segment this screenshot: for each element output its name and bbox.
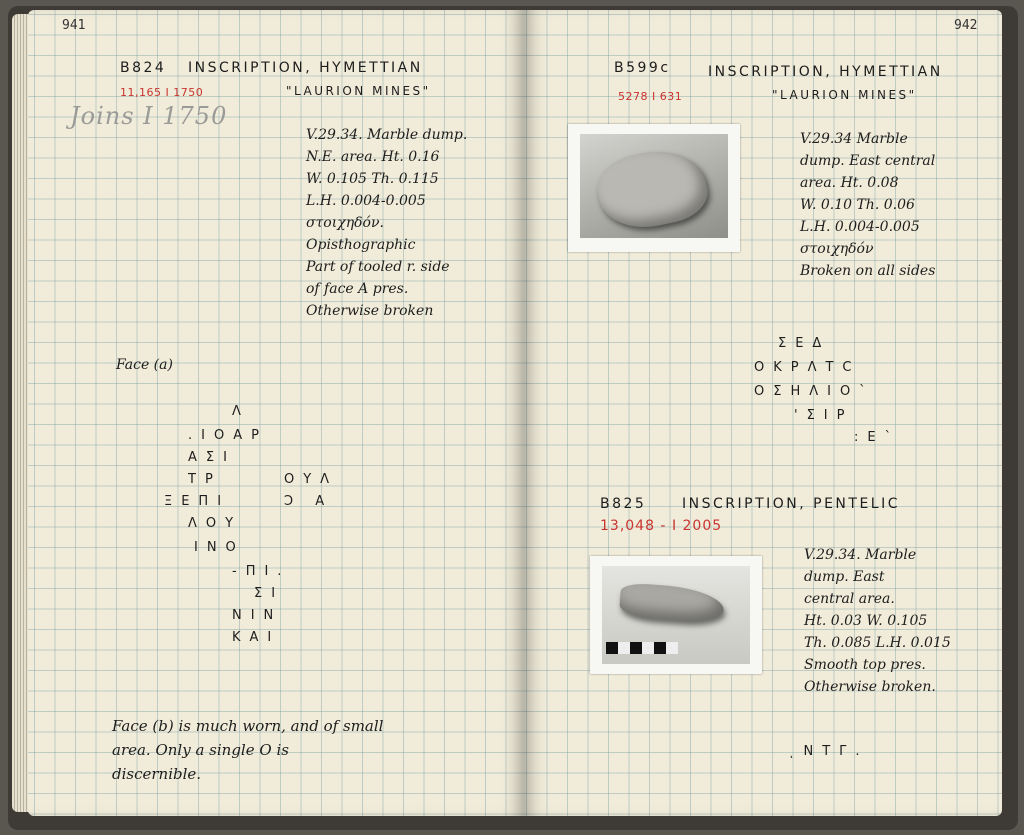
- page-number: 942: [954, 18, 978, 33]
- entry-id: B825: [600, 496, 647, 512]
- description-line: N.E. area. Ht. 0.16: [306, 149, 440, 165]
- description: [306, 124, 467, 322]
- glyph-row: ΟΣΗΛΙΟ`: [754, 384, 875, 399]
- description-line: dump. East: [804, 569, 885, 585]
- entry-title: INSCRIPTION, PENTELIC: [682, 496, 900, 512]
- glyph-row: ΙΝΟ: [194, 540, 245, 555]
- stone-fragment: [619, 582, 725, 623]
- glyph-row: .ΙΟΑΡ: [188, 428, 268, 443]
- description-line: Opisthographic: [306, 237, 416, 253]
- glyph-row: ΟΥΛ: [284, 472, 339, 487]
- fragment-photo: [602, 566, 750, 664]
- fragment-photo-mount: [568, 124, 740, 252]
- description-line: Otherwise broken.: [804, 679, 936, 695]
- description-line: dump. East central: [800, 153, 936, 169]
- description-line: V.29.34. Marble: [804, 547, 917, 563]
- glyph-row: Λ: [232, 404, 250, 419]
- description-line: στοιχηδόν: [800, 241, 874, 257]
- right-page: [524, 10, 1002, 816]
- note-line: discernible.: [112, 765, 202, 783]
- glyph-row: ΣΕΔ: [778, 336, 831, 351]
- description-line: W. 0.10 Th. 0.06: [800, 197, 915, 213]
- description-line: L.H. 0.004-0.005: [800, 219, 920, 235]
- entry-title: INSCRIPTION, HYMETTIAN: [188, 60, 423, 76]
- description-line: Ht. 0.03 W. 0.105: [804, 613, 928, 629]
- description: [804, 544, 951, 698]
- stone-fragment: [591, 142, 712, 237]
- find-location: "LAURION MINES": [772, 88, 917, 102]
- photo-scale-bar: [606, 642, 678, 654]
- note-line: area. Only a single O is: [112, 741, 289, 759]
- glyph-row: ΑΣΙ: [188, 450, 236, 465]
- glyph-row: :Ε`: [854, 430, 901, 445]
- description-line: central area.: [804, 591, 895, 607]
- pencil-note: Joins I 1750: [70, 102, 228, 130]
- glyph-row: ΝΙΝ: [232, 608, 283, 623]
- glyph-row: ͺΝΤΓ.: [788, 744, 869, 759]
- description: [800, 128, 935, 282]
- glyph-row: -ΠΙ.: [232, 564, 291, 579]
- page-number: 941: [62, 18, 86, 33]
- inventory-number: 13,048 - I 2005: [600, 518, 723, 534]
- inventory-number: 11,165 I 1750: [120, 86, 204, 99]
- description-line: Broken on all sides: [800, 263, 936, 279]
- description-line: Otherwise broken: [306, 303, 434, 319]
- glyph-row: ΛΟΥ: [188, 516, 243, 531]
- description-line: area. Ht. 0.08: [800, 175, 899, 191]
- description-line: W. 0.105 Th. 0.115: [306, 171, 439, 187]
- glyph-row: ΞΕΠΙ: [164, 494, 231, 509]
- entry-title: INSCRIPTION, HYMETTIAN: [708, 64, 943, 80]
- description-line: V.29.34. Marble dump.: [306, 127, 468, 143]
- find-location: "LAURION MINES": [286, 84, 431, 98]
- description-line: V.29.34 Marble: [800, 131, 908, 147]
- glyph-row: ΤΡ: [188, 472, 222, 487]
- glyph-row: ΚΑΙ: [232, 630, 281, 645]
- glyph-row: ΟΚΡΛΤC: [754, 360, 861, 375]
- description-line: Part of tooled r. side: [306, 259, 450, 275]
- face-a-label: Face (a): [116, 357, 173, 373]
- glyph-row: 'ΣΙΡ: [794, 408, 854, 423]
- description-line: Smooth top pres.: [804, 657, 926, 673]
- face-b-note: [112, 714, 383, 786]
- description-line: Th. 0.085 L.H. 0.015: [804, 635, 951, 651]
- note-line: Face (b) is much worn, and of small: [112, 717, 384, 735]
- description-line: of face A pres.: [306, 281, 409, 297]
- left-page: [28, 10, 524, 816]
- entry-id: B599c: [614, 60, 671, 76]
- glyph-row: ΣΙ: [254, 586, 285, 601]
- inventory-number: 5278 I 631: [618, 90, 683, 103]
- glyph-row: Ͻ Α: [284, 494, 334, 509]
- fragment-photo-mount: [590, 556, 762, 674]
- fragment-photo: [580, 134, 728, 238]
- entry-id: B824: [120, 60, 167, 76]
- description-line: L.H. 0.004-0.005: [306, 193, 426, 209]
- description-line: στοιχηδόν.: [306, 215, 384, 231]
